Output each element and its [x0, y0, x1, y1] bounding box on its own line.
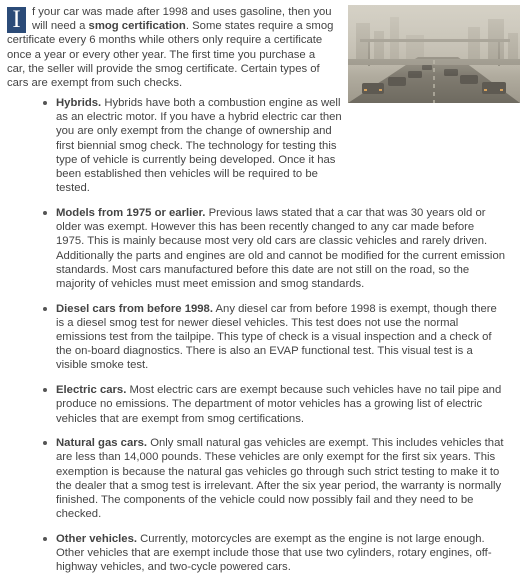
bullet-icon: [43, 441, 47, 445]
bullet-icon: [43, 537, 47, 541]
item-title: Other vehicles.: [56, 532, 137, 545]
item-text: Any diesel car from before 1998 is exempt, though there is a diesel smog test for newer diesel vehicles. This test does not use the normal emissions test from the tailpipe. This type of check is a visual inspection and a check of the on-board diagnostics. There is also an EVAP functional test. This visual test is a visible smoke test.: [56, 302, 497, 372]
item-title: Diesel cars from before 1998.: [56, 302, 213, 315]
list-item: [0, 302, 527, 373]
intro-bold-term: smog certification: [88, 20, 186, 33]
item-title: Electric cars.: [56, 384, 127, 397]
item-title: Natural gas cars.: [56, 437, 148, 450]
drop-cap: I: [7, 7, 26, 33]
exemption-list: [0, 96, 527, 585]
intro-text-before: f your car was made after 1998 and uses gasoline, then you will need a: [32, 6, 332, 33]
intro-text-after: . Some states require a smog certificate every 6 months while others only require a certificate once a year or every other year. The first time you purchase a car, the seller will provide the smog certificate. Certain types of cars are exempt from such checks.: [7, 20, 334, 90]
bullet-icon: [43, 388, 47, 392]
list-item: [0, 532, 527, 575]
bullet-icon: [43, 101, 47, 105]
bullet-icon: [43, 211, 47, 215]
item-text: Only small natural gas vehicles are exempt. This includes vehicles that are less than 14,000 pounds. These vehicles are only exempt for the first six years. This exemption is because the natural gas vehicles go through such strict testing to make it to the dealer that a smog test is irrelevant. After the six year period, the warranty is normally finished. The components of the vehicle could now possibly fail and they need to be checked.: [56, 437, 504, 521]
intro-text: [7, 5, 334, 90]
list-item: [0, 383, 527, 426]
list-item: [0, 206, 527, 291]
intro-paragraph: [7, 5, 334, 90]
item-text: Previous laws stated that a car that was 30 years old or older was exempt. However this has been recently changed to any car made before 1975. This is mainly because most very old cars are classic vehicles and rarely driven. Additionally the parts and engines are old and cannot be modified for the current emission standards. Most cars manufactured before this date are not still on the road, so the majority of vehicles must meet emission and smog standards.: [56, 206, 506, 290]
item-title: Hybrids.: [56, 97, 102, 109]
smoggy-highway-photo: [348, 5, 520, 103]
item-text: Most electric cars are exempt because such vehicles have no tail pipe and produce no emissions. The department of motor vehicles has a growing list of electric vehicles that are exempt from smog certifications.: [56, 384, 502, 425]
bullet-icon: [43, 307, 47, 311]
list-item: [0, 436, 527, 521]
item-text: Currently, motorcycles are exempt as the engine is not large enough. Other vehicles that are exempt include those that use two cylinders, rotary engines, off-highway vehicles, and two-cycle powered cars.: [56, 532, 492, 574]
list-item: [0, 96, 527, 195]
item-title: Models from 1975 or earlier.: [56, 206, 206, 219]
item-text: Hybrids have both a combustion engine as well as an electric motor. If you have a hybrid electric car then you are only exempt from the change of ownership and first biennial smog check. The technology for testing this type of vehicle is currently being developed. Once it has been established then vehicles will be required to be tested.: [56, 97, 342, 195]
